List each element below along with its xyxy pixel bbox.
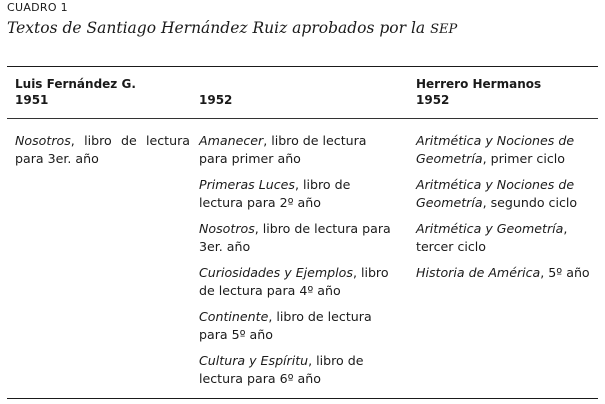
column-header-2 [199, 76, 232, 108]
book-entry [416, 264, 601, 282]
column-header-3-publisher: Herrero Hermanos [416, 77, 542, 91]
book-title: Aritmética y Nociones de Geometría [416, 133, 575, 166]
book-title: Aritmética y Geometría [416, 221, 564, 236]
book-description: , segundo ciclo [482, 195, 578, 210]
book-entry [199, 176, 391, 212]
book-description: , libro de lectura para 3er. año [15, 133, 190, 166]
book-description: , libro de lectura para 3er. año [199, 221, 391, 254]
book-description: , libro de lectura para 2º año [199, 177, 351, 210]
column-3-cell [416, 132, 601, 290]
bottom-rule [7, 398, 598, 399]
book-title: Nosotros [199, 221, 255, 236]
book-entry [199, 220, 391, 256]
book-title: Cultura y Espíritu [199, 353, 309, 368]
table-title-main: Textos de Santiago Hernández Ruiz aprobados por la [7, 19, 426, 37]
book-entry [416, 132, 601, 168]
book-description: , libro de lectura para 6º año [199, 353, 364, 386]
book-title: Primeras Luces [199, 177, 295, 192]
book-entry [199, 132, 391, 168]
table-title [7, 19, 457, 37]
header-rule [7, 118, 598, 119]
book-entry [199, 352, 391, 388]
book-entry [416, 176, 601, 212]
book-description: , tercer ciclo [416, 221, 568, 254]
figure-label: CUADRO 1 [7, 1, 68, 14]
book-title: Continente [199, 309, 269, 324]
column-header-3-year: 1952 [416, 93, 450, 107]
column-header-1 [15, 76, 136, 108]
book-title: Amanecer [199, 133, 264, 148]
book-title: Nosotros [15, 133, 71, 148]
column-header-2-year: 1952 [199, 93, 233, 107]
column-header-2-publisher [199, 76, 232, 92]
table-title-abbr: SEP [430, 22, 458, 37]
book-description: , 5º año [540, 265, 590, 280]
column-header-1-year: 1951 [15, 93, 49, 107]
column-1-cell [15, 132, 190, 176]
book-entry [199, 308, 391, 344]
book-description: , libro de lectura para 4º año [199, 265, 389, 298]
book-description: , libro de lectura para 5º año [199, 309, 372, 342]
book-entry [15, 132, 190, 168]
book-description: , primer ciclo [482, 151, 565, 166]
book-title: Aritmética y Nociones de Geometría [416, 177, 575, 210]
column-header-3 [416, 76, 541, 108]
book-entry [199, 264, 391, 300]
column-2-cell [199, 132, 391, 396]
book-title: Curiosidades y Ejemplos [199, 265, 353, 280]
top-rule [7, 66, 598, 67]
column-header-1-publisher: Luis Fernández G. [15, 77, 136, 91]
book-title: Historia de América [416, 265, 541, 280]
book-description: , libro de lectura para primer año [199, 133, 367, 166]
book-entry [416, 220, 601, 256]
